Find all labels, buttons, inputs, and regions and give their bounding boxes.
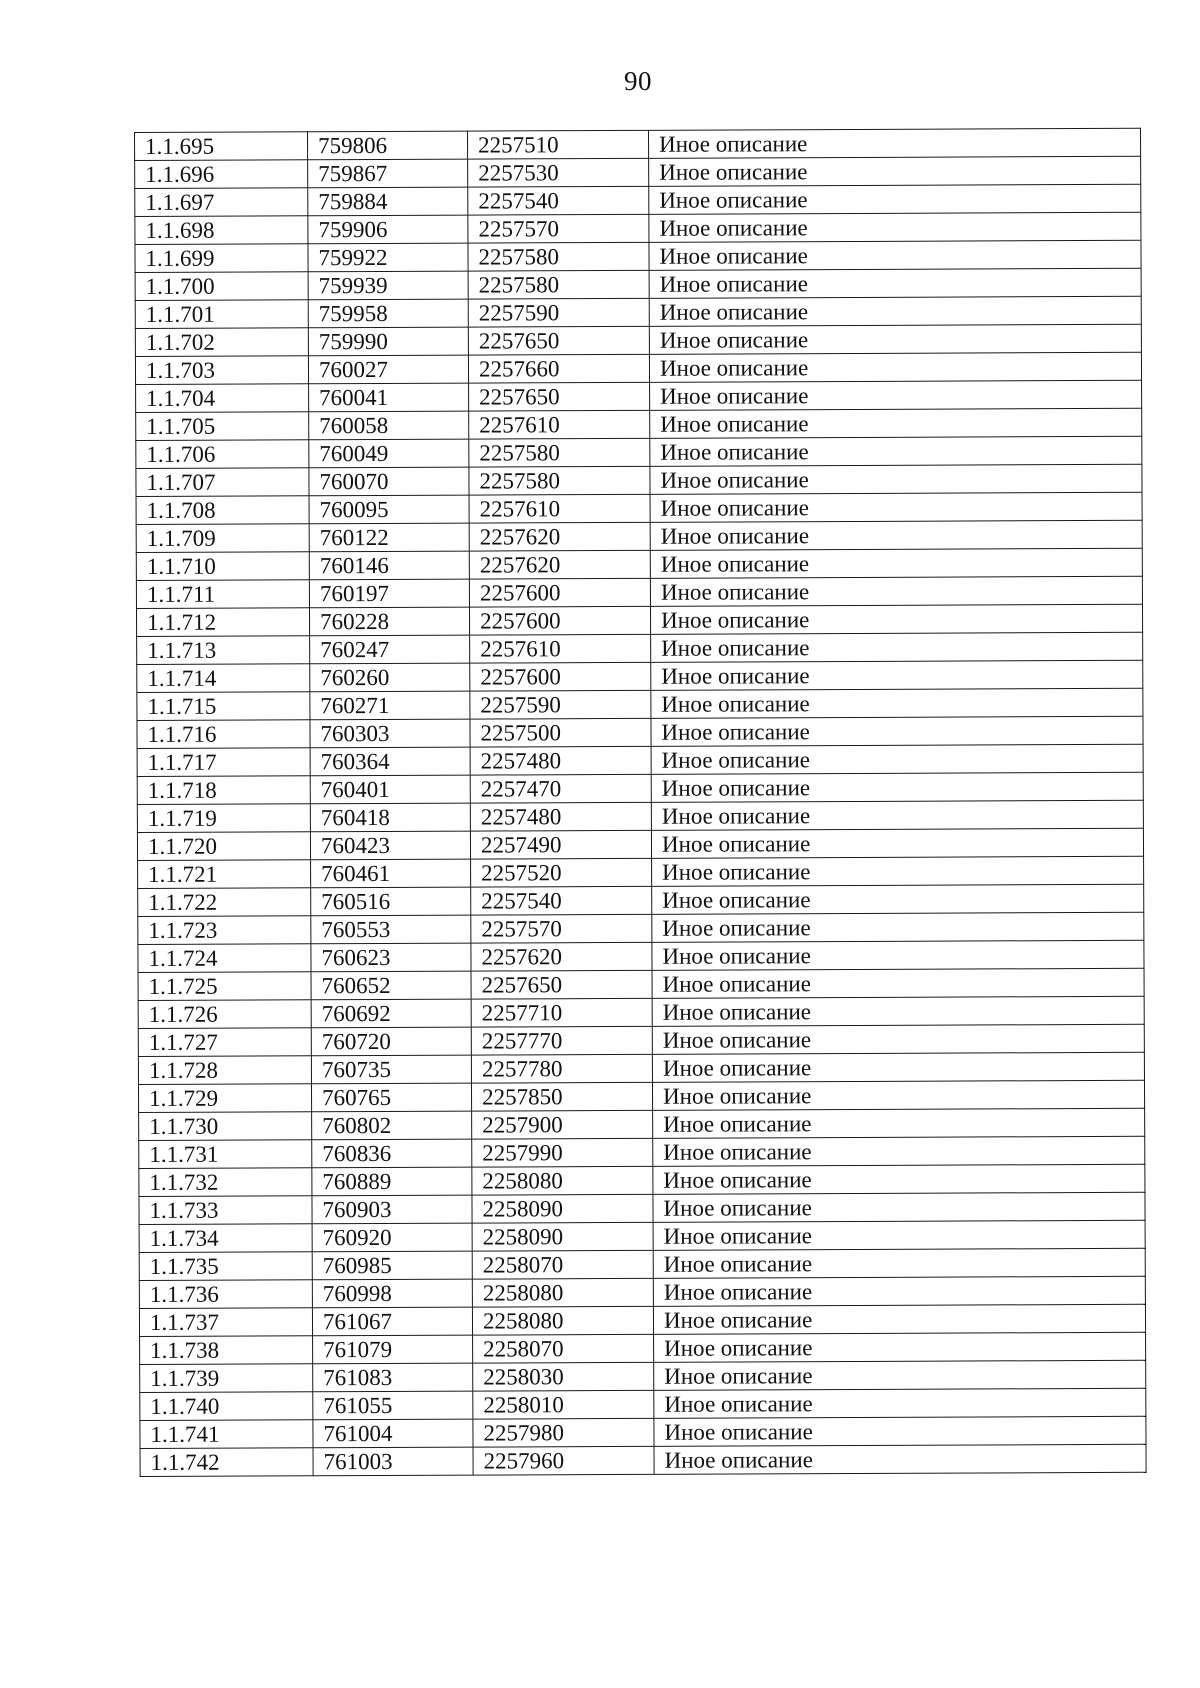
point-number-cell: 1.1.736 xyxy=(139,1280,312,1309)
x-coordinate-cell: 760553 xyxy=(311,915,471,944)
point-number-cell: 1.1.701 xyxy=(135,300,308,329)
table-row xyxy=(138,912,1144,944)
x-coordinate-cell: 759884 xyxy=(308,187,468,216)
table-row xyxy=(135,268,1141,300)
point-number-cell: 1.1.733 xyxy=(139,1196,312,1225)
description-cell: Иное описание xyxy=(652,884,1144,914)
table-row xyxy=(135,128,1141,160)
x-coordinate-cell: 760027 xyxy=(308,355,468,384)
table-row xyxy=(139,1136,1145,1168)
x-coordinate-cell: 760692 xyxy=(311,999,471,1028)
x-coordinate-cell: 760271 xyxy=(310,691,470,720)
y-coordinate-cell: 2257510 xyxy=(467,130,648,159)
point-number-cell: 1.1.742 xyxy=(140,1448,313,1477)
x-coordinate-cell: 760401 xyxy=(310,775,470,804)
description-cell: Иное описание xyxy=(652,996,1144,1026)
description-cell: Иное описание xyxy=(649,212,1141,242)
x-coordinate-cell: 761055 xyxy=(313,1391,473,1420)
x-coordinate-cell: 760197 xyxy=(309,579,469,608)
point-number-cell: 1.1.739 xyxy=(140,1364,313,1393)
x-coordinate-cell: 760903 xyxy=(312,1195,472,1224)
table-row xyxy=(139,1192,1145,1224)
point-number-cell: 1.1.737 xyxy=(139,1308,312,1337)
y-coordinate-cell: 2258070 xyxy=(472,1250,653,1279)
table-row xyxy=(137,800,1143,832)
table-row xyxy=(139,1220,1145,1252)
description-cell: Иное описание xyxy=(654,1444,1146,1474)
point-number-cell: 1.1.698 xyxy=(135,216,308,245)
y-coordinate-cell: 2257500 xyxy=(470,718,651,747)
table-row xyxy=(135,212,1141,244)
y-coordinate-cell: 2257650 xyxy=(471,970,652,999)
point-number-cell: 1.1.727 xyxy=(138,1028,311,1057)
table-row xyxy=(136,492,1142,524)
description-cell: Иное описание xyxy=(650,408,1142,438)
table-row xyxy=(136,576,1142,608)
y-coordinate-cell: 2257590 xyxy=(470,690,651,719)
y-coordinate-cell: 2257610 xyxy=(469,494,650,523)
x-coordinate-cell: 759906 xyxy=(308,215,468,244)
x-coordinate-cell: 760260 xyxy=(310,663,470,692)
x-coordinate-cell: 761083 xyxy=(313,1363,473,1392)
point-number-cell: 1.1.711 xyxy=(136,580,309,609)
table-row xyxy=(138,1024,1144,1056)
table-row xyxy=(138,996,1144,1028)
y-coordinate-cell: 2257650 xyxy=(469,382,650,411)
y-coordinate-cell: 2257600 xyxy=(469,578,650,607)
table-row xyxy=(135,296,1141,328)
x-coordinate-cell: 760418 xyxy=(310,803,470,832)
point-number-cell: 1.1.699 xyxy=(135,244,308,273)
point-number-cell: 1.1.731 xyxy=(139,1140,312,1169)
x-coordinate-cell: 760516 xyxy=(311,887,471,916)
description-cell: Иное описание xyxy=(649,184,1141,214)
point-number-cell: 1.1.720 xyxy=(137,832,310,861)
description-cell: Иное описание xyxy=(651,772,1143,802)
table-row xyxy=(138,1052,1144,1084)
y-coordinate-cell: 2258030 xyxy=(473,1362,654,1391)
x-coordinate-cell: 760228 xyxy=(309,607,469,636)
point-number-cell: 1.1.729 xyxy=(138,1084,311,1113)
x-coordinate-cell: 760423 xyxy=(310,831,470,860)
x-coordinate-cell: 759958 xyxy=(308,299,468,328)
x-coordinate-cell: 760765 xyxy=(311,1083,471,1112)
y-coordinate-cell: 2257570 xyxy=(471,914,652,943)
description-cell: Иное описание xyxy=(652,1024,1144,1054)
description-cell: Иное описание xyxy=(649,240,1141,270)
table-row xyxy=(139,1276,1145,1308)
point-number-cell: 1.1.702 xyxy=(135,328,308,357)
table-row xyxy=(139,1164,1145,1196)
x-coordinate-cell: 761079 xyxy=(313,1335,473,1364)
x-coordinate-cell: 760070 xyxy=(309,467,469,496)
y-coordinate-cell: 2257710 xyxy=(471,998,652,1027)
table-row xyxy=(137,688,1143,720)
description-cell: Иное описание xyxy=(651,800,1143,830)
description-cell: Иное описание xyxy=(653,1276,1145,1306)
y-coordinate-cell: 2257590 xyxy=(468,298,649,327)
coordinates-table xyxy=(134,128,1147,1477)
y-coordinate-cell: 2257960 xyxy=(473,1446,654,1475)
table-row xyxy=(138,884,1144,916)
table-row xyxy=(136,604,1142,636)
x-coordinate-cell: 760735 xyxy=(311,1055,471,1084)
description-cell: Иное описание xyxy=(653,1136,1145,1166)
description-cell: Иное описание xyxy=(649,296,1141,326)
y-coordinate-cell: 2258010 xyxy=(473,1390,654,1419)
x-coordinate-cell: 760623 xyxy=(311,943,471,972)
table-row xyxy=(136,408,1142,440)
x-coordinate-cell: 759867 xyxy=(308,159,468,188)
point-number-cell: 1.1.707 xyxy=(136,468,309,497)
description-cell: Иное описание xyxy=(650,464,1142,494)
table-row xyxy=(136,548,1142,580)
point-number-cell: 1.1.725 xyxy=(138,972,311,1001)
x-coordinate-cell: 760985 xyxy=(312,1251,472,1280)
point-number-cell: 1.1.719 xyxy=(137,804,310,833)
point-number-cell: 1.1.730 xyxy=(139,1112,312,1141)
description-cell: Иное описание xyxy=(649,352,1141,382)
description-cell: Иное описание xyxy=(653,1164,1145,1194)
y-coordinate-cell: 2257580 xyxy=(468,270,649,299)
x-coordinate-cell: 759990 xyxy=(308,327,468,356)
description-cell: Иное описание xyxy=(653,1220,1145,1250)
table-row xyxy=(138,856,1144,888)
table-row xyxy=(137,772,1143,804)
description-cell: Иное описание xyxy=(650,548,1142,578)
y-coordinate-cell: 2257470 xyxy=(470,774,651,803)
point-number-cell: 1.1.716 xyxy=(137,720,310,749)
table-row xyxy=(140,1444,1146,1476)
table-row xyxy=(140,1388,1146,1420)
point-number-cell: 1.1.710 xyxy=(136,552,309,581)
x-coordinate-cell: 760095 xyxy=(309,495,469,524)
point-number-cell: 1.1.717 xyxy=(137,748,310,777)
description-cell: Иное описание xyxy=(653,1248,1145,1278)
y-coordinate-cell: 2258080 xyxy=(472,1278,653,1307)
description-cell: Иное описание xyxy=(648,128,1140,158)
point-number-cell: 1.1.703 xyxy=(135,356,308,385)
point-number-cell: 1.1.704 xyxy=(136,384,309,413)
description-cell: Иное описание xyxy=(652,856,1144,886)
y-coordinate-cell: 2257580 xyxy=(469,466,650,495)
x-coordinate-cell: 759939 xyxy=(308,271,468,300)
y-coordinate-cell: 2257530 xyxy=(468,158,649,187)
point-number-cell: 1.1.708 xyxy=(136,496,309,525)
table-row xyxy=(136,436,1142,468)
point-number-cell: 1.1.721 xyxy=(138,860,311,889)
x-coordinate-cell: 760247 xyxy=(310,635,470,664)
description-cell: Иное описание xyxy=(650,520,1142,550)
y-coordinate-cell: 2258090 xyxy=(472,1194,653,1223)
x-coordinate-cell: 760920 xyxy=(312,1223,472,1252)
table-row xyxy=(137,660,1143,692)
table-row xyxy=(139,1248,1145,1280)
point-number-cell: 1.1.705 xyxy=(136,412,309,441)
point-number-cell: 1.1.740 xyxy=(140,1392,313,1421)
point-number-cell: 1.1.715 xyxy=(137,692,310,721)
description-cell: Иное описание xyxy=(650,492,1142,522)
y-coordinate-cell: 2257580 xyxy=(468,242,649,271)
description-cell: Иное описание xyxy=(651,632,1143,662)
x-coordinate-cell: 760058 xyxy=(309,411,469,440)
description-cell: Иное описание xyxy=(654,1388,1146,1418)
y-coordinate-cell: 2258080 xyxy=(472,1166,653,1195)
description-cell: Иное описание xyxy=(649,268,1141,298)
x-coordinate-cell: 759806 xyxy=(308,131,468,160)
description-cell: Иное описание xyxy=(651,688,1143,718)
point-number-cell: 1.1.718 xyxy=(137,776,310,805)
description-cell: Иное описание xyxy=(651,744,1143,774)
description-cell: Иное описание xyxy=(653,1192,1145,1222)
table-row xyxy=(137,716,1143,748)
table-row xyxy=(135,156,1141,188)
point-number-cell: 1.1.726 xyxy=(138,1000,311,1029)
x-coordinate-cell: 761067 xyxy=(312,1307,472,1336)
point-number-cell: 1.1.696 xyxy=(135,160,308,189)
description-cell: Иное описание xyxy=(652,912,1144,942)
x-coordinate-cell: 760889 xyxy=(312,1167,472,1196)
x-coordinate-cell: 760122 xyxy=(309,523,469,552)
y-coordinate-cell: 2257540 xyxy=(468,186,649,215)
table-row xyxy=(140,1332,1146,1364)
page-number: 90 xyxy=(624,66,652,96)
y-coordinate-cell: 2258080 xyxy=(472,1306,653,1335)
x-coordinate-cell: 760041 xyxy=(309,383,469,412)
point-number-cell: 1.1.713 xyxy=(137,636,310,665)
table-row xyxy=(139,1304,1145,1336)
point-number-cell: 1.1.697 xyxy=(135,188,308,217)
y-coordinate-cell: 2257620 xyxy=(469,550,650,579)
description-cell: Иное описание xyxy=(650,380,1142,410)
y-coordinate-cell: 2258070 xyxy=(473,1334,654,1363)
table-row xyxy=(139,1108,1145,1140)
description-cell: Иное описание xyxy=(651,716,1143,746)
x-coordinate-cell: 761003 xyxy=(313,1447,473,1476)
description-cell: Иное описание xyxy=(651,828,1143,858)
description-cell: Иное описание xyxy=(652,968,1144,998)
description-cell: Иное описание xyxy=(652,940,1144,970)
x-coordinate-cell: 760049 xyxy=(309,439,469,468)
table-row xyxy=(136,380,1142,412)
point-number-cell: 1.1.706 xyxy=(136,440,309,469)
point-number-cell: 1.1.724 xyxy=(138,944,311,973)
description-cell: Иное описание xyxy=(652,1080,1144,1110)
table-row xyxy=(136,520,1142,552)
point-number-cell: 1.1.732 xyxy=(139,1168,312,1197)
description-cell: Иное описание xyxy=(650,576,1142,606)
point-number-cell: 1.1.712 xyxy=(136,608,309,637)
y-coordinate-cell: 2257540 xyxy=(471,886,652,915)
table-row xyxy=(138,940,1144,972)
description-cell: Иное описание xyxy=(654,1360,1146,1390)
description-cell: Иное описание xyxy=(649,324,1141,354)
y-coordinate-cell: 2257900 xyxy=(472,1110,653,1139)
point-number-cell: 1.1.738 xyxy=(140,1336,313,1365)
x-coordinate-cell: 760364 xyxy=(310,747,470,776)
y-coordinate-cell: 2257610 xyxy=(469,410,650,439)
y-coordinate-cell: 2257990 xyxy=(472,1138,653,1167)
y-coordinate-cell: 2257520 xyxy=(471,858,652,887)
y-coordinate-cell: 2257580 xyxy=(469,438,650,467)
x-coordinate-cell: 760146 xyxy=(309,551,469,580)
point-number-cell: 1.1.709 xyxy=(136,524,309,553)
point-number-cell: 1.1.741 xyxy=(140,1420,313,1449)
point-number-cell: 1.1.723 xyxy=(138,916,311,945)
x-coordinate-cell: 760998 xyxy=(312,1279,472,1308)
table-row xyxy=(138,1080,1144,1112)
y-coordinate-cell: 2257600 xyxy=(470,662,651,691)
point-number-cell: 1.1.735 xyxy=(139,1252,312,1281)
description-cell: Иное описание xyxy=(653,1304,1145,1334)
point-number-cell: 1.1.700 xyxy=(135,272,308,301)
x-coordinate-cell: 760303 xyxy=(310,719,470,748)
x-coordinate-cell: 761004 xyxy=(313,1419,473,1448)
y-coordinate-cell: 2257480 xyxy=(470,802,651,831)
table-row xyxy=(140,1416,1146,1448)
table-row xyxy=(135,184,1141,216)
x-coordinate-cell: 759922 xyxy=(308,243,468,272)
y-coordinate-cell: 2257650 xyxy=(468,326,649,355)
description-cell: Иное описание xyxy=(654,1332,1146,1362)
table-row xyxy=(140,1360,1146,1392)
table-row xyxy=(138,968,1144,1000)
table-row xyxy=(135,352,1141,384)
x-coordinate-cell: 760652 xyxy=(311,971,471,1000)
description-cell: Иное описание xyxy=(650,604,1142,634)
description-cell: Иное описание xyxy=(652,1052,1144,1082)
table-row xyxy=(136,464,1142,496)
table-row xyxy=(135,324,1141,356)
y-coordinate-cell: 2258090 xyxy=(472,1222,653,1251)
point-number-cell: 1.1.728 xyxy=(138,1056,311,1085)
description-cell: Иное описание xyxy=(651,660,1143,690)
y-coordinate-cell: 2257600 xyxy=(469,606,650,635)
y-coordinate-cell: 2257620 xyxy=(469,522,650,551)
x-coordinate-cell: 760802 xyxy=(312,1111,472,1140)
y-coordinate-cell: 2257980 xyxy=(473,1418,654,1447)
description-cell: Иное описание xyxy=(654,1416,1146,1446)
point-number-cell: 1.1.734 xyxy=(139,1224,312,1253)
y-coordinate-cell: 2257660 xyxy=(468,354,649,383)
y-coordinate-cell: 2257490 xyxy=(470,830,651,859)
description-cell: Иное описание xyxy=(653,1108,1145,1138)
table-row xyxy=(137,828,1143,860)
table-row xyxy=(137,744,1143,776)
coordinates-table-body xyxy=(135,128,1147,1476)
y-coordinate-cell: 2257770 xyxy=(471,1026,652,1055)
y-coordinate-cell: 2257480 xyxy=(470,746,651,775)
y-coordinate-cell: 2257570 xyxy=(468,214,649,243)
y-coordinate-cell: 2257620 xyxy=(471,942,652,971)
y-coordinate-cell: 2257780 xyxy=(471,1054,652,1083)
x-coordinate-cell: 760836 xyxy=(312,1139,472,1168)
y-coordinate-cell: 2257610 xyxy=(470,634,651,663)
point-number-cell: 1.1.695 xyxy=(135,132,308,161)
description-cell: Иное описание xyxy=(650,436,1142,466)
point-number-cell: 1.1.714 xyxy=(137,664,310,693)
x-coordinate-cell: 760720 xyxy=(311,1027,471,1056)
description-cell: Иное описание xyxy=(649,156,1141,186)
point-number-cell: 1.1.722 xyxy=(138,888,311,917)
x-coordinate-cell: 760461 xyxy=(311,859,471,888)
table-row xyxy=(137,632,1143,664)
y-coordinate-cell: 2257850 xyxy=(471,1082,652,1111)
table-row xyxy=(135,240,1141,272)
